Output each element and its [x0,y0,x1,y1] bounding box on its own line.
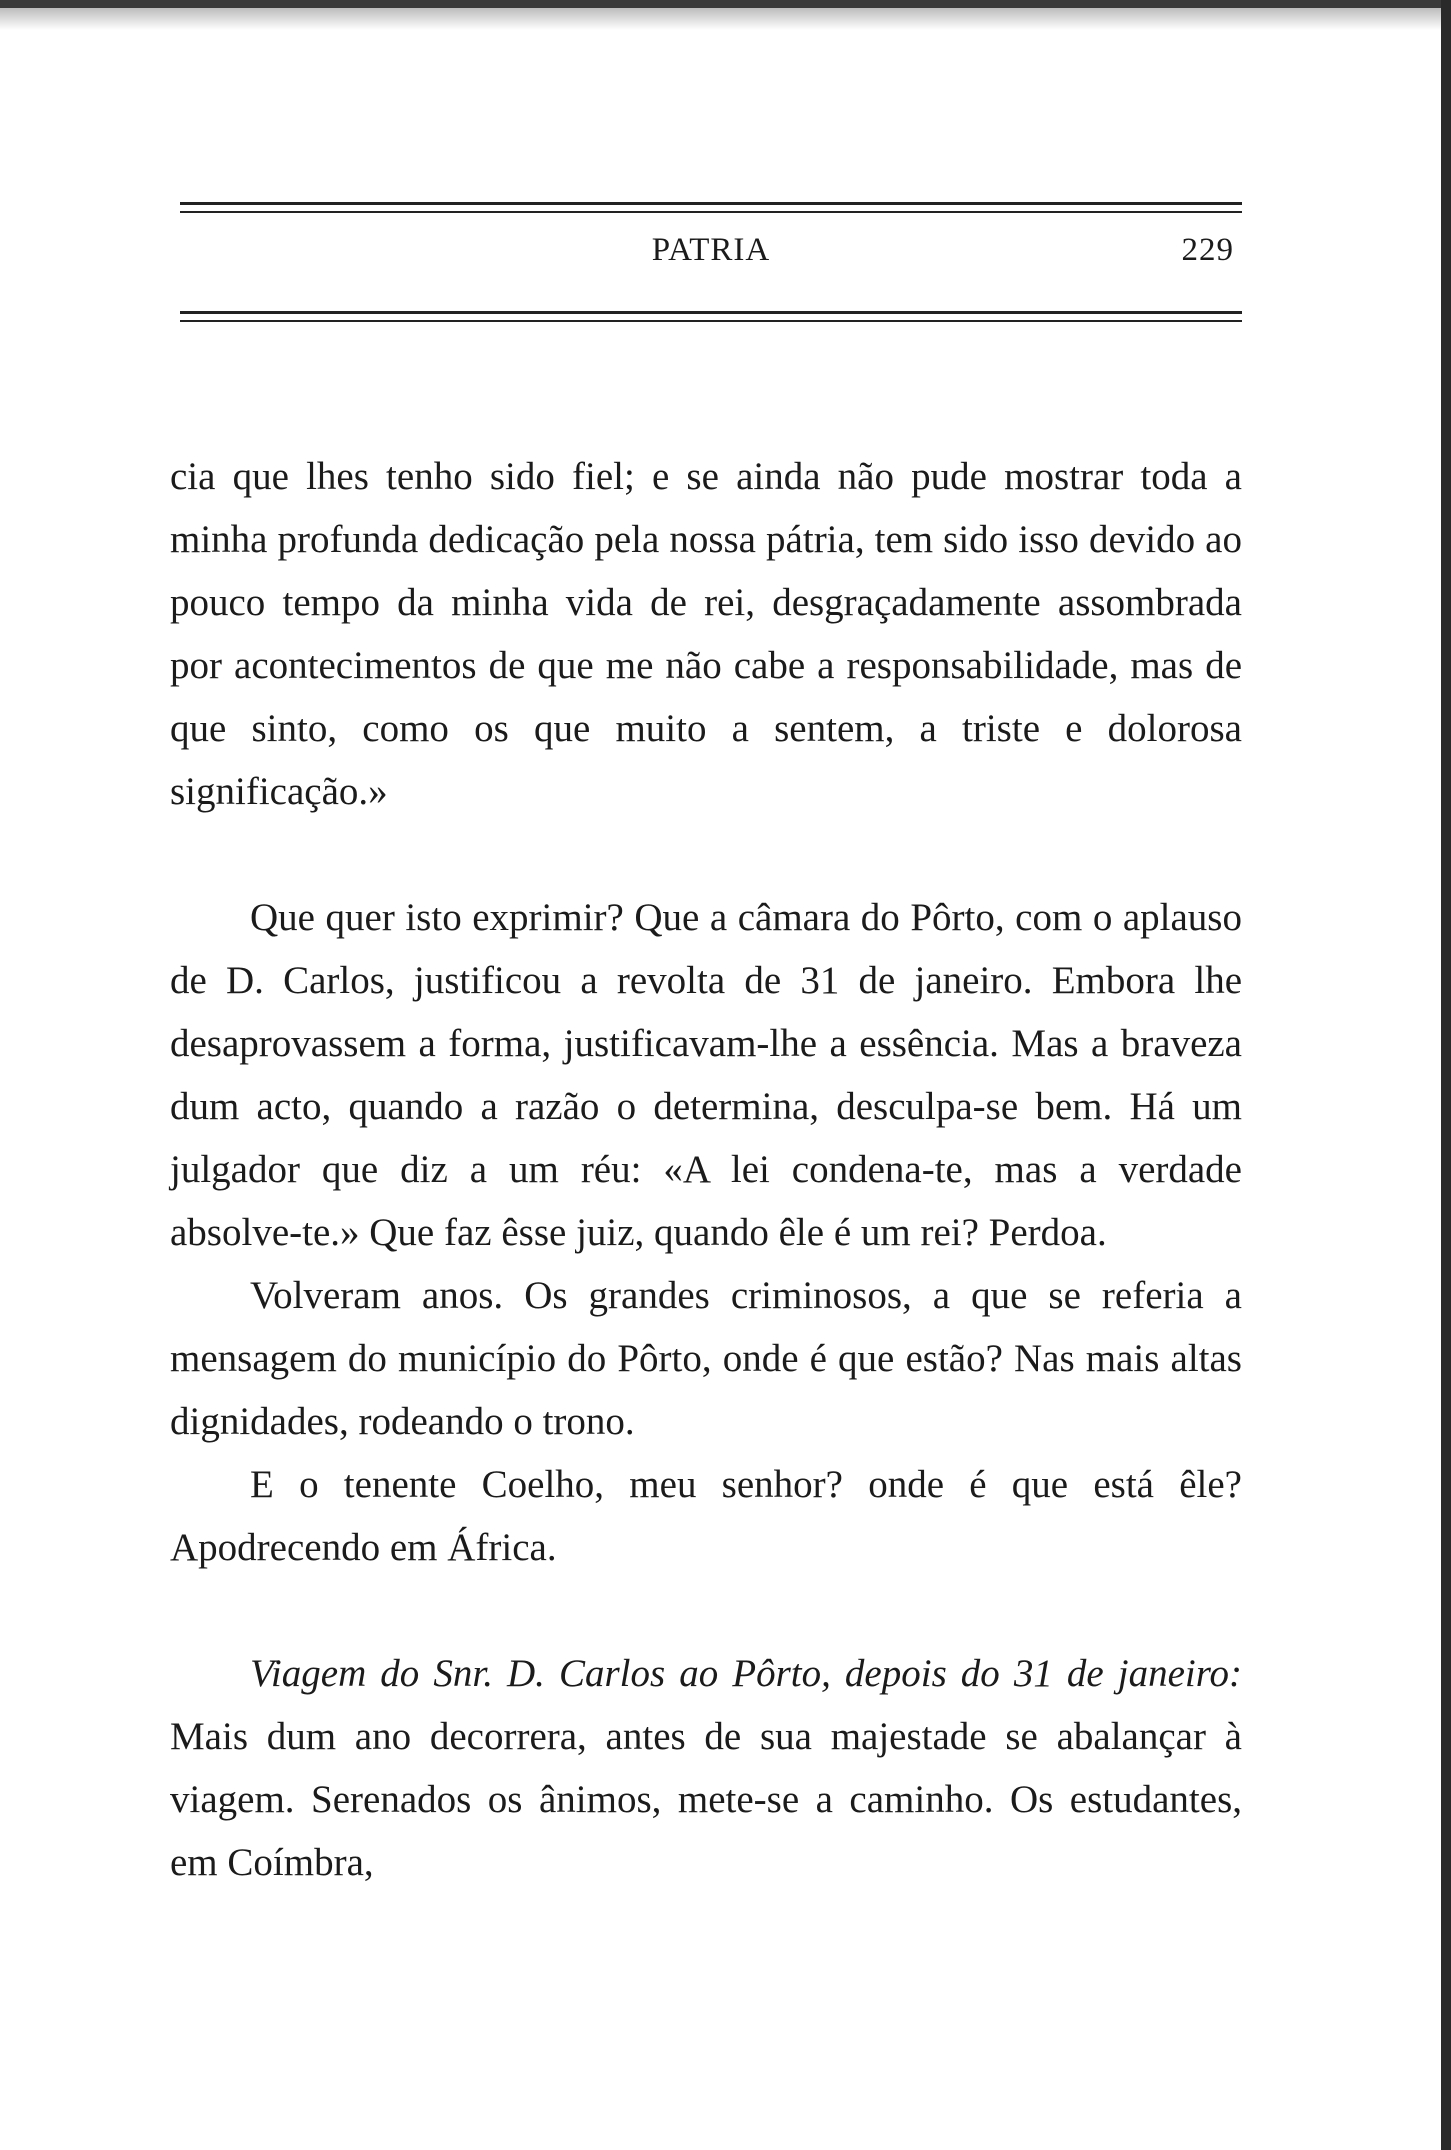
header-rule-bottom [180,311,1242,322]
scan-edge-right [1441,0,1451,2150]
paragraph-4: E o tenente Coelho, meu senhor? onde é que está êle? Apodrecendo em África. [170,1463,1242,1569]
book-page [170,0,1242,2150]
section-heading-italic: Viagem do Snr. D. Carlos ao Pôrto, depois do 31 de janeiro: [250,1652,1242,1695]
paragraph-3: Volveram anos. Os grandes criminosos, a que se referia a mensagem do município do Pôrto, onde é que estão? Nas mais altas dignidades, rodeando o trono. [170,1274,1242,1443]
header-rule-top [180,202,1242,213]
page-number: 229 [1181,232,1234,268]
paragraph-1: cia que lhes tenho sido fiel; e se ainda não pude mostrar toda a minha profunda dedicação pela nossa pátria, tem sido isso devido ao pouco tempo da minha vida de rei, desgraçadamente assombrada por acontecimentos de que me não cabe a responsabilidade, mas de que sinto, como os que muito a sentem, a triste e dolorosa significação.» [170,455,1242,813]
running-title: PATRIA [651,232,771,268]
paragraph-2: Que quer isto exprimir? Que a câmara do Pôrto, com o aplauso de D. Carlos, justificou a revolta de 31 de janeiro. Embora lhe desaprovassem a forma, justificavam-lhe a essência. Mas a braveza dum acto, quando a razão o determina, desculpa-se bem. Há um julgador que diz a um réu: «A lei condena-te, mas a verdade absolve-te.» Que faz êsse juiz, quando êle é um rei? Perdoa. [170,896,1242,1254]
paragraph-5 [170,1642,1242,1894]
running-head [180,232,1242,282]
paragraph-gap [170,1579,1242,1642]
body-text [170,445,1242,1894]
paragraph-5-text: Mais dum ano decorrera, antes de sua majestade se abalançar à viagem. Serenados os ânimos, mete-se a caminho. Os estudantes, em Coímbra, [170,1715,1242,1884]
paragraph-gap [170,823,1242,886]
